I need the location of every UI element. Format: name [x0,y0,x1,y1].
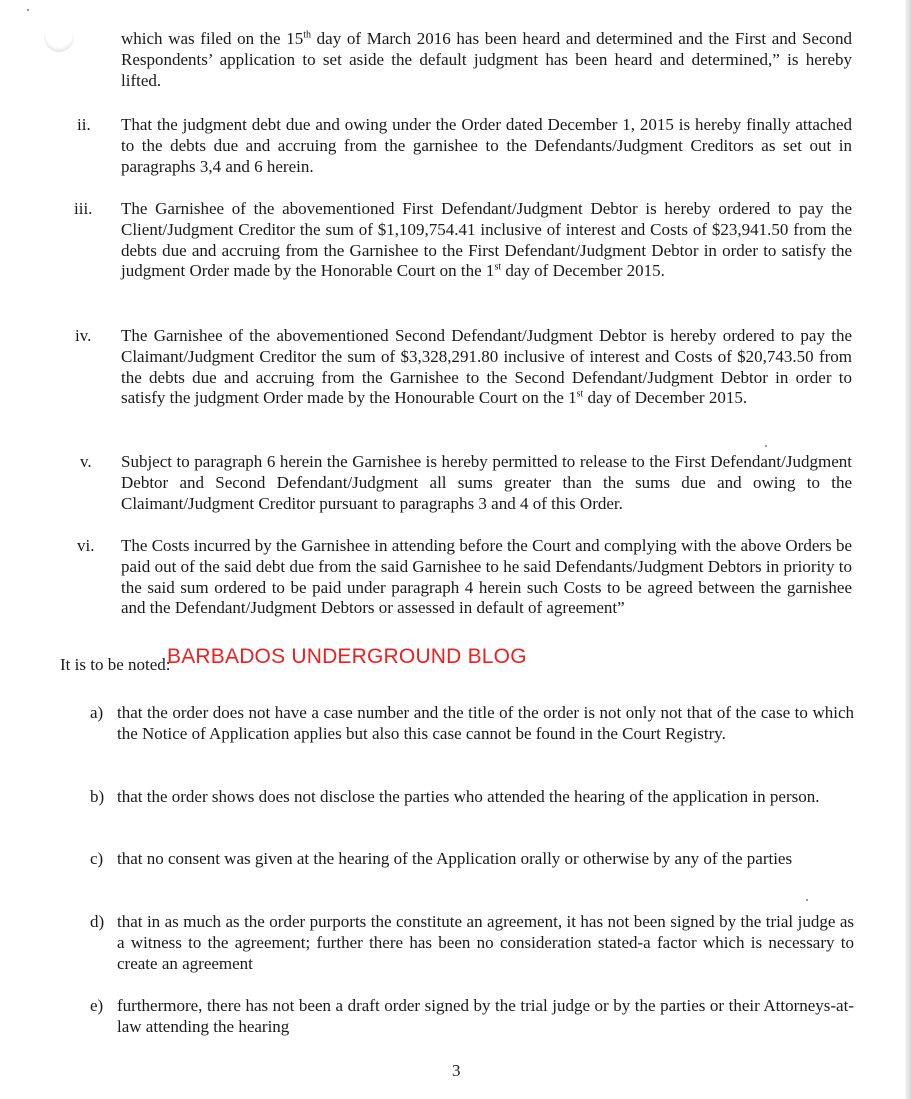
note-letter: c) [90,849,104,868]
intro-text-start: which was filed on the 15 [121,29,304,48]
item-numeral: v. [80,452,92,471]
item-iv-superscript: st [576,388,584,400]
punch-hole [44,22,74,52]
note-letter: a) [90,703,104,722]
item-numeral: iv. [75,326,92,345]
item-numeral: vi. [77,536,95,555]
note-paragraph-e: furthermore, there has not been a draft order signed by the trial judge or by the parties or their Attorneys-at-law attending the hearing [117,996,854,1036]
scan-speck [765,445,767,447]
item-iv-text-end: day of December 2015. [583,388,748,408]
page-edge-shadow [905,0,911,1099]
note-paragraph-b: that the order shows does not disclose the parties who attended the hearing of the application in person. [117,787,820,806]
intro-paragraph [121,29,852,91]
watermark-text: BARBADOS UNDERGROUND BLOG [167,645,527,668]
note-paragraph-c: that no consent was given at the hearing of the Application orally or otherwise by any of the parties [117,849,793,868]
item-numeral: ii. [77,115,91,134]
item-iii-text-start: The Garnishee of the abovementioned First Defendant/Judgment Debtor is hereby ordered to pay the Client/Judgment Creditor the sum of $1,109,754.41 inclusive of interest and Costs of $23,941.50 from the debts due and accruing from the Garnishee to the First Defendant/Judgment Debtor in order to satisfy the judgment Order made by the Honorable Court on the 1 [121,199,852,281]
intro-superscript: th [303,29,312,41]
item-numeral: iii. [74,199,93,218]
item-paragraph-ii: That the judgment debt due and owing under the Order dated December 1, 2015 is hereby finally attached to the debts due and accruing from the garnishee to the Defendants/Judgment Creditors as set out in paragraphs 3,4 and 6 herein. [121,115,852,176]
scan-speck [27,9,29,11]
intro-text-end: day of March 2016 has been heard and determined and the First and Second Respondents’ application to set aside the default judgment has been heard and determined,” is hereby lifted. [121,29,852,90]
item-paragraph-vi: The Costs incurred by the Garnishee in attending before the Court and complying with the above Orders be paid out of the said debt due from the said Garnishee to he said Defendants/Judgment Debtors in priority to the said sum ordered to be paid under paragraph 4 herein such Costs to be agreed between the garnishee and the Defendant/Judgment Debtors or assessed in default of agreement” [121,536,852,618]
item-paragraph-iii [121,199,852,282]
note-paragraph-a: that the order does not have a case number and the title of the order is not only not that of the case to which the Notice of Application applies but also this case cannot be found in the Court Registry. [117,703,854,743]
note-paragraph-d: that in as much as the order purports the constitute an agreement, it has not been signed by the trial judge as a witness to the agreement; further there has been no consideration stated-a factor which is necessary to create an agreement [117,912,854,973]
item-iii-text-end: day of December 2015. [501,261,665,281]
item-paragraph-iv [121,326,852,409]
note-letter: e) [90,996,104,1015]
note-letter: d) [90,912,105,931]
item-iv-text-start: The Garnishee of the abovementioned Second Defendant/Judgment Debtor is hereby ordered to pay the Claimant/Judgment Creditor the sum of $3,328,291.80 inclusive of interest and Costs of $20,743.50 from the debts due and accruing from the Garnishee to the Second Defendant/Judgment Debtor in order to satisfy the judgment Order made by the Honourable Court on the 1 [121,326,852,408]
scan-speck [806,899,808,901]
item-paragraph-v: Subject to paragraph 6 herein the Garnishee is hereby permitted to release to the First Defendant/Judgment Debtor and Second Defendant/Judgment all sums greater than the sums due and owing to the Claimant/Judgment Creditor pursuant to paragraphs 3 and 4 of this Order. [121,452,852,513]
item-iii-superscript: st [494,261,502,273]
page-number: 3 [452,1061,461,1080]
note-heading: It is to be noted: [60,655,171,674]
note-letter: b) [90,787,105,806]
